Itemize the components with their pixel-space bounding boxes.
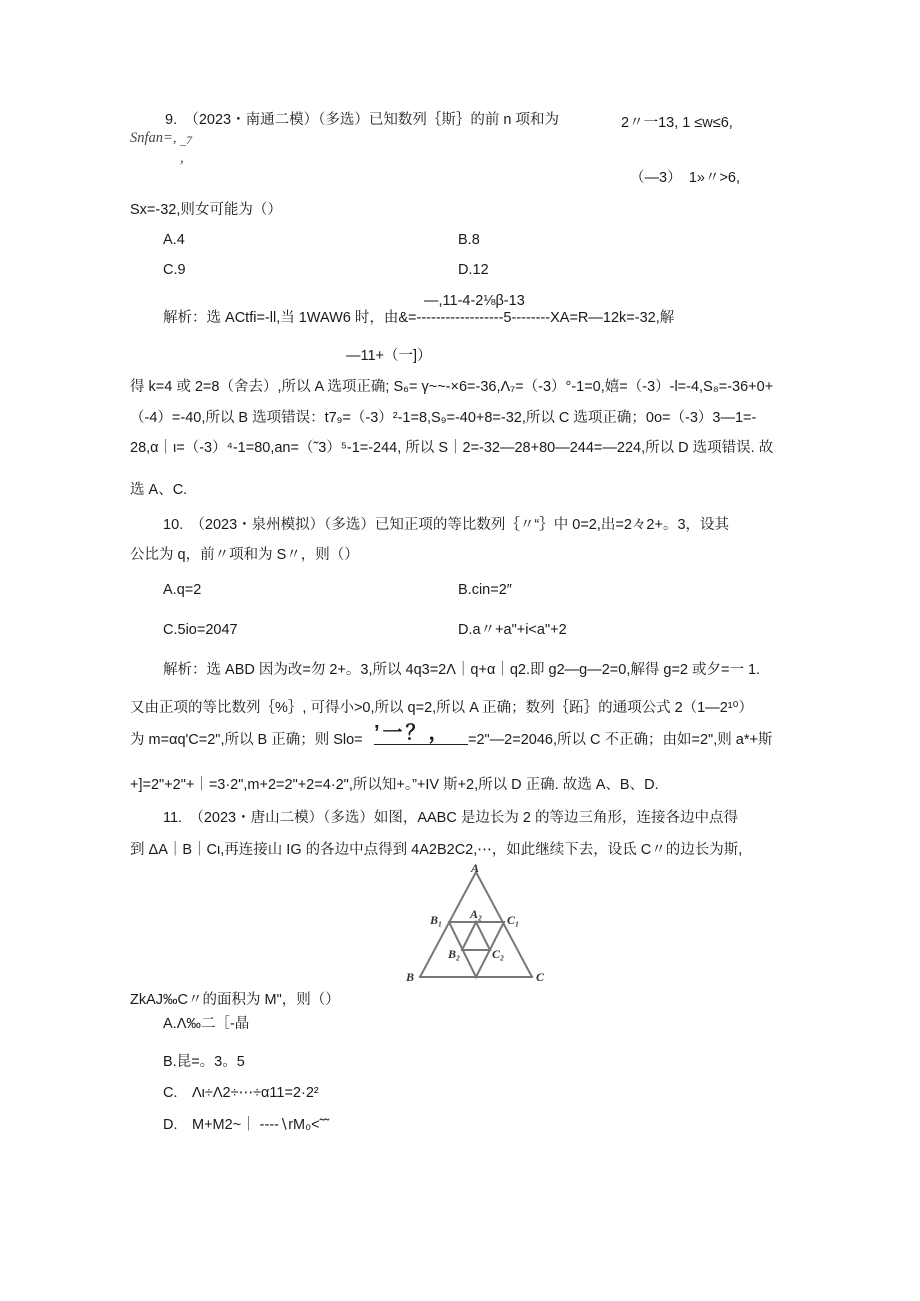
label-c1: C₁ (507, 913, 520, 927)
q11-option-a: A.Λ‰二［-晶 (163, 1016, 250, 1032)
q10-stem-2: 公比为 q，前〃项和为 S〃，则（） (130, 547, 359, 563)
q9-analysis-top: —,11-4-2⅛β-13 (424, 293, 525, 309)
label-a2: A₂ (470, 907, 483, 921)
label-c2: C₂ (492, 947, 505, 961)
q10-stem-1: 10. （2023・泉州模拟）（多选）已知正项的等比数列｛〃“｝中 0=2,出=2々2+。3，设其 (163, 517, 730, 533)
q11-stem-2: 到 ΔA｜B｜Cι,再连接山 IG 的各边中点得到 4A2B2C2,⋯，如此继续下去，设氐 C〃的边长为斯, (130, 842, 743, 858)
q10-analysis-fraction: ’一？， (374, 722, 468, 745)
q10-option-c: C.5io=2047 (163, 622, 238, 638)
q9-analysis-3: （-4）=-40,所以 B 选项错误：t7₉=（-3）²-1=8,S₉=-40+8=-32,所以 C 选项正确；0o=（-3）3—1=- (130, 410, 757, 426)
q9-line2: Sx=-32,则女可能为（） (130, 202, 282, 218)
q10-analysis-3b: =2"—2=2046,所以 C 不正确；由如=2",则 a*+斯 (468, 732, 773, 748)
q9-analysis-2: 得 k=4 或 2=8（舍去）,所以 A 选项正确; S₆= γ~~-×6=-36,Λ₇=（-3）°-1=0,嬉=（-3）-l=-4,S₈=-36+0+ (130, 379, 774, 395)
triangle-figure (400, 862, 560, 990)
q11-option-d: D. M+M2~｜ ----∖rM₀<˜˜ (163, 1117, 330, 1133)
q10-option-b: B.cin=2″ (458, 582, 512, 598)
q10-analysis-4: +]=2"+2"+｜=3·2",m+2=2"+2=4·2",所以知+。”+IV 斯+2,所以 D 正确. 故选 A、B、D. (130, 777, 659, 793)
q11-option-c: C. Λι÷Λ2÷⋯÷α11=2·2² (163, 1085, 319, 1101)
q9-piece-right1: 2〃一13, 1 ≤w≤6, (621, 115, 733, 131)
label-b2: B₂ (448, 947, 461, 961)
label-b: B (406, 970, 415, 984)
q10-option-d: D.a〃+a"+i<a"+2 (458, 622, 567, 638)
q10-analysis-2: 又由正项的等比数列｛%｝, 可得小>0,所以 q=2,所以 A 正确；数列｛跖｝的通项公式 2（1—2¹⁰） (130, 700, 753, 716)
q9-piece-small: _7 (180, 133, 192, 147)
q10-analysis-1: 解析：选 ABD 因为改=勿 2+。3,所以 4q3=2Λ｜q+α｜q2.即 g2—g—2=0,解得 g=2 或夕=一 1. (163, 662, 761, 678)
q9-option-a: A.4 (163, 232, 185, 248)
triangle-a2b2c2 (462, 922, 490, 950)
q9-stem: 9. （2023・南通二模）（多选）已知数列｛斯｝的前 n 项和为 (165, 112, 559, 128)
q9-option-b: B.8 (458, 232, 480, 248)
q10-analysis-3a: 为 m=αq'C=2",所以 B 正确；则 Slo= (130, 732, 363, 748)
q9-analysis-mid: —11+（一]） (346, 348, 432, 364)
q10-option-a: A.q=2 (163, 582, 202, 598)
q11-stem-3: ZkAJ‰C〃的面积为 M"，则（） (130, 992, 340, 1008)
q9-analysis-4: 28,α｜ι=（-3）⁴-1=80,an=（˜3）⁵-1=-244, 所以 S｜2=-32—28+80—244=—224,所以 D 选项错误. 故 (130, 440, 774, 456)
q9-piece-left: Snfan=, (130, 130, 177, 146)
q9-analysis-1: 解析：选 ACtfi=-ll,当 1WAW6 时，由&=------------------5--------XA=R—12k=-32,解 (163, 310, 675, 326)
label-a: A (471, 862, 480, 875)
label-b1: B₁ (430, 913, 443, 927)
q11-stem-1: 11. （2023・唐山二模）（多选）如图，AABC 是边长为 2 的等边三角形，连接各边中点得 (163, 810, 738, 826)
q9-piece-right2: （—3） 1»〃>6, (630, 170, 741, 186)
label-c: C (536, 970, 545, 984)
q9-analysis-5: 选 A、C. (130, 482, 188, 498)
q11-option-b: B.昆=。3。5 (163, 1054, 245, 1070)
q9-option-d: D.12 (458, 262, 489, 278)
q9-option-c: C.9 (163, 262, 186, 278)
q9-piece-comma: , (180, 150, 184, 166)
